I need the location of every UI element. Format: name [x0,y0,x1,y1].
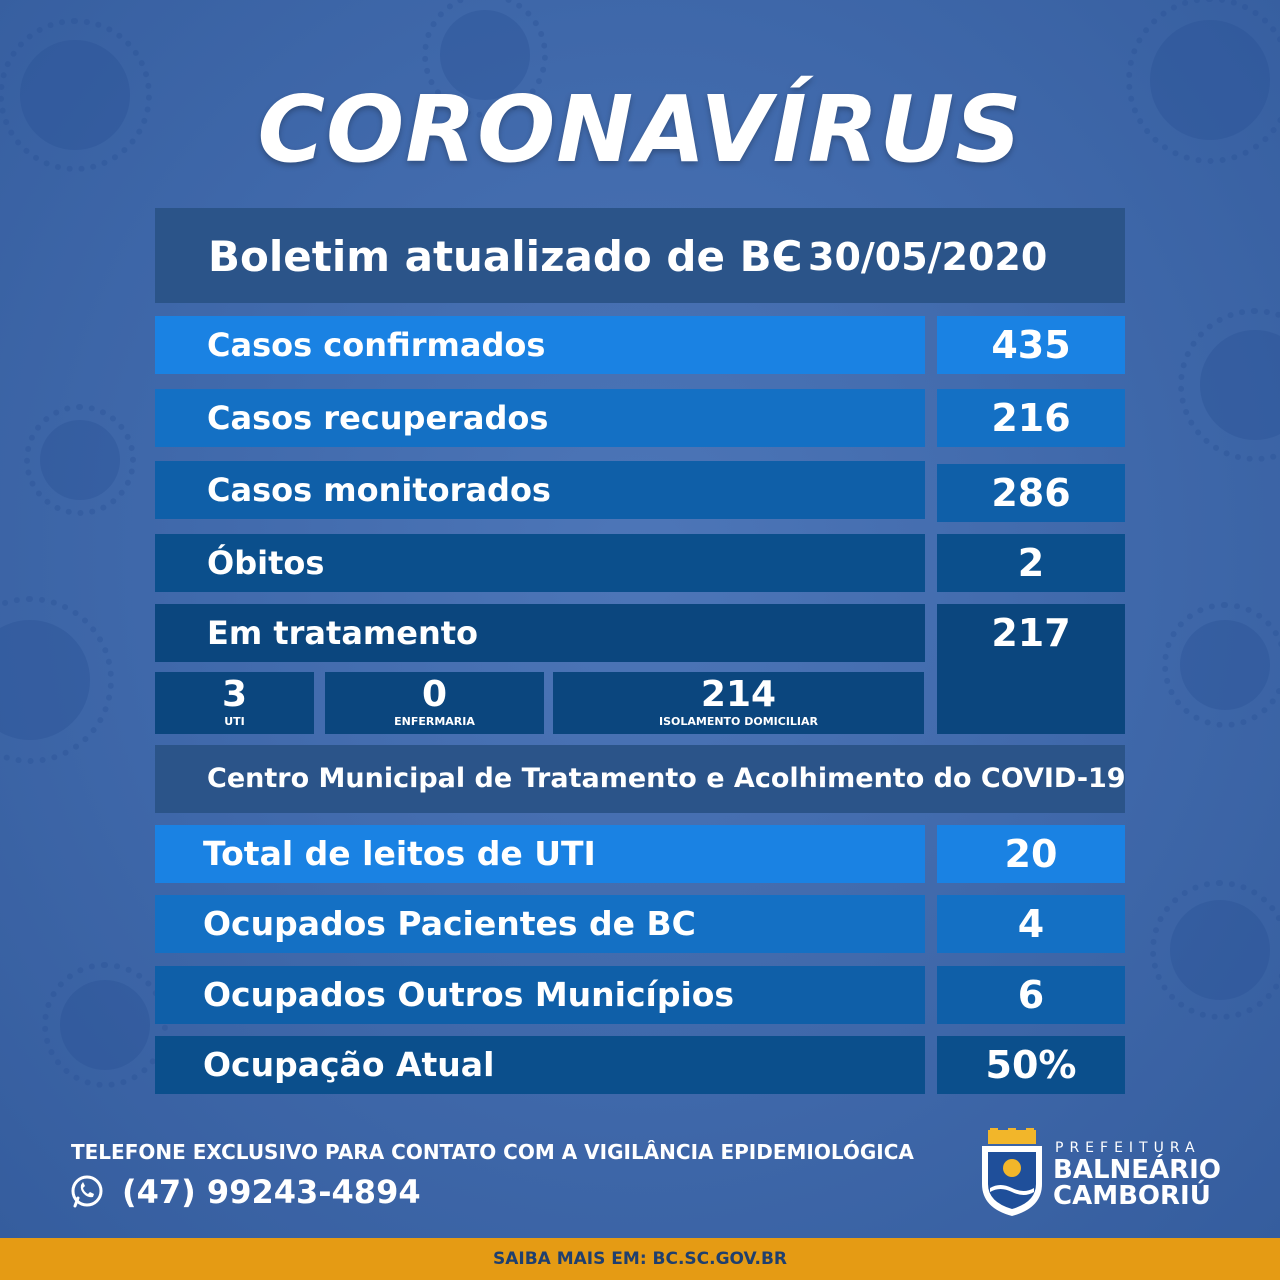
stat-label-recovered: Casos recuperados [155,389,925,447]
logo-line2: CAMBORIÚ [1053,1181,1211,1211]
stat-label-deaths: Óbitos [155,534,925,592]
bulletin-title: Boletim atualizado de BC [208,232,803,281]
contact-phone[interactable]: (47) 99243-4894 [122,1173,421,1211]
page-title: CORONAVÍRUS [257,76,1023,183]
stat-value-treatment: 217 [937,604,1125,734]
stat-label-monitored: Casos monitorados [155,461,925,519]
beds-label-others: Ocupados Outros Municípios [155,966,925,1024]
bulletin-header [155,208,1125,303]
treatment-home-label: ISOLAMENTO DOMICILIAR [658,715,818,728]
beds-label-total: Total de leitos de UTI [155,825,925,883]
beds-label-bc: Ocupados Pacientes de BC [155,895,925,953]
beds-value-total: 20 [937,825,1125,883]
beds-value-others: 6 [937,966,1125,1024]
beds-value-bc: 4 [937,895,1125,953]
beds-label-occupancy: Ocupação Atual [155,1036,925,1094]
treatment-home-value: 214 [700,674,777,715]
treatment-uti-value: 3 [221,674,248,715]
whatsapp-icon [70,1175,104,1209]
logo-prefix: PREFEITURA [1055,1140,1201,1156]
bulletin-date: - 30/05/2020 [779,235,1048,279]
stat-value-recovered: 216 [937,389,1125,447]
stat-label-confirmed: Casos confirmados [155,316,925,374]
beds-value-occupancy: 50% [937,1036,1125,1094]
stat-value-confirmed: 435 [937,316,1125,374]
city-crest-icon [978,1128,1046,1218]
treatment-uti-label: UTI [224,715,245,728]
footer-link[interactable]: SAIBA MAIS EM: BC.SC.GOV.BR [0,1238,1280,1280]
stat-value-monitored: 286 [937,464,1125,522]
treatment-home [553,672,924,734]
stat-value-deaths: 2 [937,534,1125,592]
center-title: Centro Municipal de Tratamento e Acolhimento do COVID-19 [155,745,1125,813]
stat-label-treatment: Em tratamento [155,604,925,662]
treatment-ward-value: 0 [421,674,448,715]
treatment-uti [155,672,314,734]
treatment-ward [325,672,544,734]
logo-line1: BALNEÁRIO [1053,1155,1221,1185]
contact-text: TELEFONE EXCLUSIVO PARA CONTATO COM A VIGILÂNCIA EPIDEMIOLÓGICA [71,1140,914,1164]
treatment-ward-label: ENFERMARIA [394,715,475,728]
